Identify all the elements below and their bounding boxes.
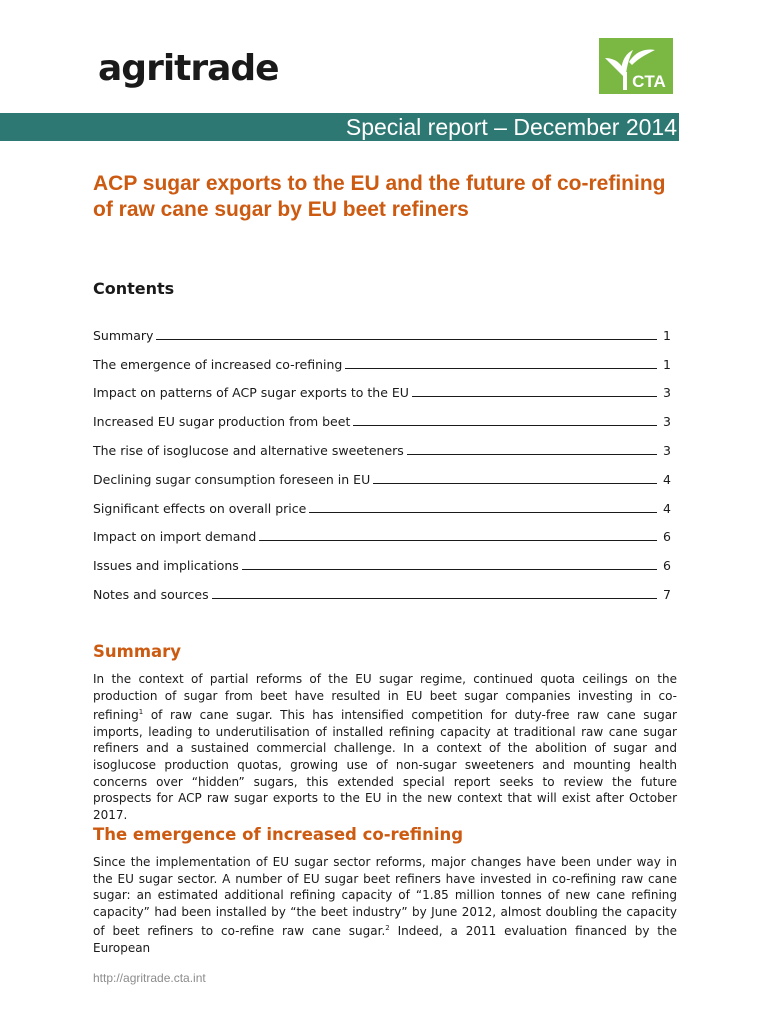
toc-page-number: 4 <box>663 500 671 516</box>
toc-entry-issues[interactable] <box>93 544 671 573</box>
toc-entry-acp-exports[interactable] <box>93 372 671 401</box>
toc-page-number: 1 <box>663 356 671 372</box>
toc-leader <box>407 454 657 455</box>
toc-label: The emergence of increased co-refining <box>93 356 343 372</box>
table-of-contents <box>93 314 671 602</box>
toc-leader <box>242 569 657 570</box>
footnote-marker[interactable]: 2 <box>385 924 390 933</box>
toc-label: Impact on patterns of ACP sugar exports to the EU <box>93 385 409 401</box>
toc-page-number: 3 <box>663 414 671 430</box>
toc-label: Notes and sources <box>93 586 209 602</box>
toc-leader <box>309 512 657 513</box>
toc-leader <box>373 483 657 484</box>
toc-leader <box>259 540 657 541</box>
footnote-marker[interactable]: 1 <box>138 708 144 717</box>
toc-page-number: 4 <box>663 471 671 487</box>
toc-page-number: 3 <box>663 442 671 458</box>
toc-leader <box>212 598 657 599</box>
toc-page-number: 6 <box>663 558 671 574</box>
toc-leader <box>353 425 657 426</box>
toc-entry-import-demand[interactable] <box>93 516 671 545</box>
toc-label: Impact on import demand <box>93 529 257 545</box>
summary-text-start: In the context of partial reforms of the EU sugar regime, continued quota ceilings on the production of sugar from beet have resulted in EU beet sugar companies investing in co-refining <box>93 672 677 723</box>
report-banner <box>0 113 679 141</box>
toc-label: Increased EU sugar production from beet <box>93 414 351 430</box>
summary-text-end: of raw cane sugar. This has intensified competition for duty-free raw cane sugar imports, leading to underutilisation of installed refining capacity at traditional raw cane sugar refiners and a sustained commercial challenge. In a context of the abolition of sugar and isoglucose production quotas, growing use of non-sugar sweeteners and mounting health concerns over “hidden” sugars, this extended special report seeks to review the future prospects for ACP raw sugar exports to the EU in the new context that will exist after October 2017. <box>93 708 677 822</box>
toc-label: Issues and implications <box>93 558 239 574</box>
cta-logo-text: CTA <box>632 72 666 91</box>
document-title: ACP sugar exports to the EU and the future of co-refining of raw cane sugar by EU beet refiners <box>93 172 666 221</box>
co-refining-text-start: Since the implementation of EU sugar sector reforms, major changes have been under way in the EU sugar sector. A number of EU sugar beet refiners have invested in co-refining raw cane sugar: an estimated additional refining capacity of “1.85 million tonnes of new cane refining capacity” had been installed by “the beet industry” by June 2012, almost doubling the capacity of beet refiners to co-refine raw cane sugar. <box>93 855 677 939</box>
co-refining-text-end: Indeed, a 2011 evaluation financed by the European <box>93 924 677 955</box>
toc-label: Declining sugar consumption foreseen in EU <box>93 471 371 487</box>
toc-page-number: 6 <box>663 529 671 545</box>
toc-page-number: 3 <box>663 385 671 401</box>
toc-leader <box>412 396 657 397</box>
toc-entry-price[interactable] <box>93 487 671 516</box>
co-refining-paragraph <box>93 854 677 957</box>
toc-entry-isoglucose[interactable] <box>93 429 671 458</box>
toc-leader <box>156 339 657 340</box>
toc-entry-consumption[interactable] <box>93 458 671 487</box>
toc-page-number: 1 <box>663 327 671 343</box>
summary-heading: Summary <box>93 642 182 661</box>
toc-label: The rise of isoglucose and alternative sweeteners <box>93 442 404 458</box>
toc-page-number: 7 <box>663 586 671 602</box>
toc-label: Significant effects on overall price <box>93 500 307 516</box>
summary-paragraph <box>93 671 677 823</box>
toc-entry-summary[interactable] <box>93 314 671 343</box>
toc-leader <box>345 368 657 369</box>
report-label: Special report – December 2014 <box>345 114 677 140</box>
agritrade-logo: agritrade <box>98 48 279 89</box>
toc-entry-co-refining[interactable] <box>93 343 671 372</box>
toc-entry-beet-production[interactable] <box>93 400 671 429</box>
footer-url[interactable]: http://agritrade.cta.int <box>93 971 206 985</box>
cta-logo <box>599 38 673 94</box>
contents-heading: Contents <box>93 279 175 298</box>
toc-entry-notes[interactable] <box>93 573 671 602</box>
toc-label: Summary <box>93 327 154 343</box>
co-refining-heading: The emergence of increased co-refining <box>93 825 464 844</box>
